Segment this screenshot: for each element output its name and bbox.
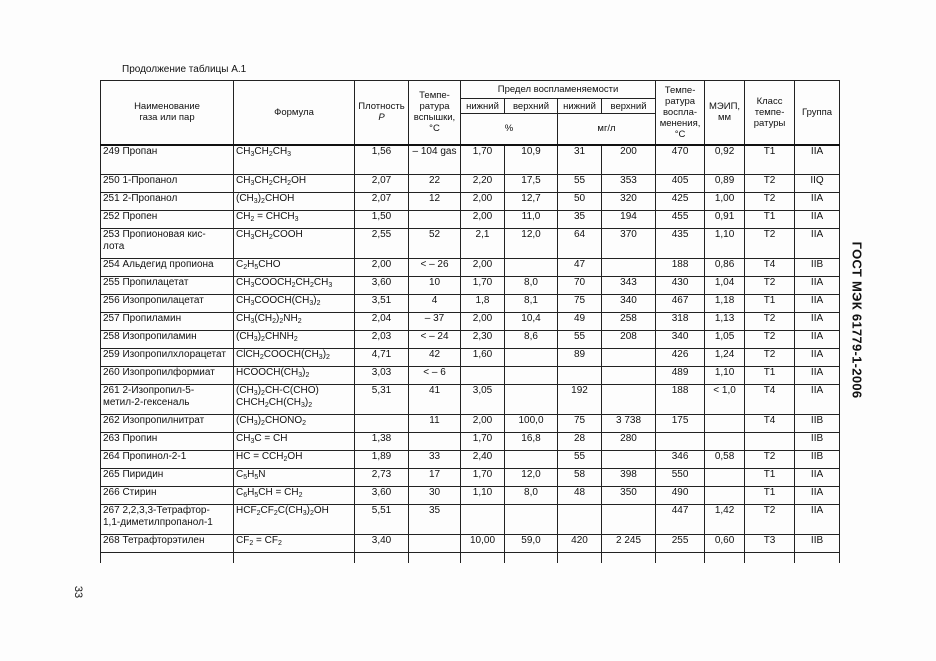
- cell-name: 267 2,2,3,3-Тетрафтор- 1,1-диметилпропанол-1: [101, 505, 234, 535]
- cell-upper-pct: [505, 349, 558, 367]
- cell-temp-class: T4: [745, 259, 795, 277]
- cell-lower-mgl: 89: [558, 349, 602, 367]
- cell-temp-class: T1: [745, 469, 795, 487]
- cell-group: IIA: [795, 295, 840, 313]
- cell-upper-pct: [505, 367, 558, 385]
- cell-ignition-temp: 425: [656, 193, 705, 211]
- cell-temp-class: T4: [745, 415, 795, 433]
- cell-upper-pct: [505, 385, 558, 415]
- table-row: [101, 535, 840, 553]
- table-row: [101, 415, 840, 433]
- cell-upper-mgl: [602, 367, 656, 385]
- cell-group: IIA: [795, 313, 840, 331]
- cell-name: 265 Пиридин: [101, 469, 234, 487]
- cell-formula: $C_2H_5CHO$: [234, 259, 355, 277]
- cell-upper-mgl: 2 245: [602, 535, 656, 553]
- cell-upper-pct: [505, 451, 558, 469]
- standard-title: ГОСТ МЭК 61779-1-2006: [849, 241, 865, 399]
- cell-upper-mgl: [602, 385, 656, 415]
- cell-name: 257 Пропиламин: [101, 313, 234, 331]
- cell-lower-mgl: 55: [558, 451, 602, 469]
- cell-lower-pct: 1,10: [461, 487, 505, 505]
- cell-upper-pct: 12,0: [505, 469, 558, 487]
- header-lower-pct: нижний: [461, 99, 505, 114]
- cell-ignition-temp: 426: [656, 349, 705, 367]
- table-caption: Продолжение таблицы А.1: [122, 64, 247, 75]
- table-row: [101, 211, 840, 229]
- cell-name: 252 Пропен: [101, 211, 234, 229]
- cell-name: 254 Альдегид пропиона: [101, 259, 234, 277]
- cell-name: 259 Изопропилхлорацетат: [101, 349, 234, 367]
- cell-mesg: 1,13: [705, 313, 745, 331]
- table-row: [101, 193, 840, 211]
- cell-flash-point: 42: [409, 349, 461, 367]
- gas-properties-table: [100, 80, 840, 563]
- cell-formula: $CH_3CH_2COOH$: [234, 229, 355, 259]
- table-row: [101, 385, 840, 415]
- cell-upper-mgl: 350: [602, 487, 656, 505]
- cell-name: 258 Изопропиламин: [101, 331, 234, 349]
- table-body: [101, 145, 840, 563]
- cell-formula: $CH_3C$ = CH: [234, 433, 355, 451]
- cell-mesg: [705, 487, 745, 505]
- cell-mesg: [705, 415, 745, 433]
- cell-flash-point: 33: [409, 451, 461, 469]
- cell-lower-mgl: 75: [558, 295, 602, 313]
- header-unit-mgl: мг/л: [558, 114, 656, 145]
- cell-ignition-temp: 405: [656, 175, 705, 193]
- cell-temp-class: T1: [745, 211, 795, 229]
- cell-density: 2,73: [355, 469, 409, 487]
- cell-formula: $ClCH_2COOCH(CH_3)_2$: [234, 349, 355, 367]
- cell-lower-mgl: 47: [558, 259, 602, 277]
- cell-upper-mgl: 398: [602, 469, 656, 487]
- cell-name: 261 2-Изопропил-5- метил-2-гексеналь: [101, 385, 234, 415]
- cell-density: 2,00: [355, 259, 409, 277]
- cell-ignition-temp: 489: [656, 367, 705, 385]
- cell-upper-mgl: 194: [602, 211, 656, 229]
- empty-cell: [705, 553, 745, 563]
- cell-upper-pct: 8,6: [505, 331, 558, 349]
- cell-mesg: [705, 433, 745, 451]
- table-row: [101, 487, 840, 505]
- cell-ignition-temp: 188: [656, 259, 705, 277]
- cell-upper-pct: [505, 505, 558, 535]
- table-row-empty: [101, 553, 840, 563]
- cell-mesg: 1,10: [705, 229, 745, 259]
- cell-ignition-temp: 435: [656, 229, 705, 259]
- cell-temp-class: T2: [745, 505, 795, 535]
- table-row: [101, 433, 840, 451]
- header-upper-mgl: верхний: [602, 99, 656, 114]
- cell-name: 262 Изопропилнитрат: [101, 415, 234, 433]
- cell-upper-pct: 8,0: [505, 487, 558, 505]
- cell-upper-mgl: 208: [602, 331, 656, 349]
- header-mesg: МЭИП, мм: [705, 81, 745, 145]
- cell-ignition-temp: 430: [656, 277, 705, 295]
- cell-formula: $C_6H_5CH = CH_2$: [234, 487, 355, 505]
- empty-cell: [505, 553, 558, 563]
- empty-cell: [101, 553, 234, 563]
- cell-upper-mgl: 353: [602, 175, 656, 193]
- header-ignition-temp: Темпе-ратура воспла-менения, °С: [656, 81, 705, 145]
- cell-lower-pct: 2,00: [461, 193, 505, 211]
- cell-lower-mgl: 49: [558, 313, 602, 331]
- table-row: [101, 331, 840, 349]
- header-upper-pct: верхний: [505, 99, 558, 114]
- cell-mesg: 0,91: [705, 211, 745, 229]
- cell-lower-mgl: 55: [558, 331, 602, 349]
- cell-ignition-temp: 467: [656, 295, 705, 313]
- cell-ignition-temp: 346: [656, 451, 705, 469]
- cell-density: 1,38: [355, 433, 409, 451]
- cell-mesg: 1,24: [705, 349, 745, 367]
- cell-group: IIA: [795, 349, 840, 367]
- cell-mesg: 1,18: [705, 295, 745, 313]
- cell-lower-pct: 2,30: [461, 331, 505, 349]
- cell-group: IIA: [795, 469, 840, 487]
- header-temp-class: Класс темпе-ратуры: [745, 81, 795, 145]
- cell-temp-class: T2: [745, 229, 795, 259]
- cell-group: IIA: [795, 277, 840, 295]
- header-unit-percent: %: [461, 114, 558, 145]
- cell-upper-pct: 17,5: [505, 175, 558, 193]
- table-row: [101, 259, 840, 277]
- header-flammability-limits: Предел воспламеняемости: [461, 81, 656, 99]
- cell-group: IIA: [795, 487, 840, 505]
- cell-upper-mgl: [602, 505, 656, 535]
- cell-upper-mgl: [602, 349, 656, 367]
- cell-upper-pct: 8,1: [505, 295, 558, 313]
- cell-lower-pct: 1,70: [461, 469, 505, 487]
- cell-temp-class: T2: [745, 349, 795, 367]
- cell-density: 5,51: [355, 505, 409, 535]
- cell-lower-pct: 2,00: [461, 415, 505, 433]
- cell-ignition-temp: 188: [656, 385, 705, 415]
- cell-temp-class: T1: [745, 487, 795, 505]
- cell-lower-mgl: 31: [558, 145, 602, 175]
- cell-ignition-temp: 455: [656, 211, 705, 229]
- cell-lower-pct: 2,00: [461, 259, 505, 277]
- cell-temp-class: [745, 433, 795, 451]
- cell-lower-mgl: 70: [558, 277, 602, 295]
- cell-lower-mgl: 35: [558, 211, 602, 229]
- cell-mesg: 1,42: [705, 505, 745, 535]
- cell-lower-mgl: 28: [558, 433, 602, 451]
- cell-lower-pct: 10,00: [461, 535, 505, 553]
- empty-cell: [602, 553, 656, 563]
- cell-density: 1,89: [355, 451, 409, 469]
- cell-density: 4,71: [355, 349, 409, 367]
- cell-upper-pct: [505, 259, 558, 277]
- cell-upper-pct: 100,0: [505, 415, 558, 433]
- cell-ignition-temp: 470: [656, 145, 705, 175]
- cell-density: 2,04: [355, 313, 409, 331]
- cell-ignition-temp: 447: [656, 505, 705, 535]
- table-row: [101, 175, 840, 193]
- cell-ignition-temp: [656, 433, 705, 451]
- cell-ignition-temp: 318: [656, 313, 705, 331]
- cell-ignition-temp: 255: [656, 535, 705, 553]
- cell-formula: $HCF_2CF_2C(CH_3)_2OH$: [234, 505, 355, 535]
- cell-upper-pct: 12,7: [505, 193, 558, 211]
- cell-temp-class: T2: [745, 313, 795, 331]
- cell-upper-pct: 11,0: [505, 211, 558, 229]
- cell-density: 2,07: [355, 193, 409, 211]
- table-row: [101, 277, 840, 295]
- header-group: Группа: [795, 81, 840, 145]
- empty-cell: [656, 553, 705, 563]
- cell-group: IIB: [795, 451, 840, 469]
- table-row: [101, 313, 840, 331]
- cell-upper-mgl: 258: [602, 313, 656, 331]
- table-row: [101, 229, 840, 259]
- cell-group: IIA: [795, 211, 840, 229]
- cell-lower-mgl: [558, 367, 602, 385]
- cell-formula: $HCOOCH(CH_3)_2$: [234, 367, 355, 385]
- cell-group: IIA: [795, 367, 840, 385]
- cell-upper-pct: 10,9: [505, 145, 558, 175]
- cell-temp-class: T2: [745, 277, 795, 295]
- cell-mesg: 0,92: [705, 145, 745, 175]
- cell-formula: $(CH_3)_2CH-C(CHO)$ $CHCH_2CH(CH_3)_2$: [234, 385, 355, 415]
- cell-upper-pct: 8,0: [505, 277, 558, 295]
- cell-flash-point: [409, 433, 461, 451]
- cell-lower-pct: 1,60: [461, 349, 505, 367]
- cell-lower-mgl: 192: [558, 385, 602, 415]
- cell-formula: $C_5H_5N$: [234, 469, 355, 487]
- cell-name: 264 Пропинол-2-1: [101, 451, 234, 469]
- cell-name: 268 Тетрафторэтилен: [101, 535, 234, 553]
- cell-density: 1,50: [355, 211, 409, 229]
- cell-lower-pct: 2,1: [461, 229, 505, 259]
- table-row: [101, 367, 840, 385]
- empty-cell: [795, 553, 840, 563]
- cell-flash-point: – 104 gas: [409, 145, 461, 175]
- cell-flash-point: 22: [409, 175, 461, 193]
- cell-lower-pct: 2,20: [461, 175, 505, 193]
- cell-upper-mgl: 280: [602, 433, 656, 451]
- cell-formula: $CH_2$ = $CHCH_3$: [234, 211, 355, 229]
- cell-formula: $CF_2 = CF_2$: [234, 535, 355, 553]
- cell-lower-pct: 2,00: [461, 211, 505, 229]
- cell-group: IIA: [795, 229, 840, 259]
- table-row: [101, 505, 840, 535]
- cell-lower-pct: [461, 505, 505, 535]
- cell-lower-pct: 1,70: [461, 433, 505, 451]
- cell-lower-mgl: 64: [558, 229, 602, 259]
- cell-mesg: 1,05: [705, 331, 745, 349]
- header-formula: Формула: [234, 81, 355, 145]
- cell-name: 263 Пропин: [101, 433, 234, 451]
- cell-lower-mgl: 48: [558, 487, 602, 505]
- cell-group: IIB: [795, 433, 840, 451]
- cell-ignition-temp: 175: [656, 415, 705, 433]
- cell-group: IIA: [795, 331, 840, 349]
- cell-mesg: 1,10: [705, 367, 745, 385]
- cell-flash-point: 10: [409, 277, 461, 295]
- cell-upper-mgl: 370: [602, 229, 656, 259]
- empty-cell: [558, 553, 602, 563]
- cell-flash-point: 52: [409, 229, 461, 259]
- cell-lower-pct: [461, 367, 505, 385]
- cell-density: 1,56: [355, 145, 409, 175]
- cell-density: 3,03: [355, 367, 409, 385]
- cell-ignition-temp: 340: [656, 331, 705, 349]
- cell-upper-mgl: 3 738: [602, 415, 656, 433]
- cell-density: 2,07: [355, 175, 409, 193]
- cell-flash-point: 12: [409, 193, 461, 211]
- empty-cell: [461, 553, 505, 563]
- cell-name: 255 Пропилацетат: [101, 277, 234, 295]
- cell-flash-point: – 37: [409, 313, 461, 331]
- cell-formula: $CH_3COOCH(CH_3)_2$: [234, 295, 355, 313]
- cell-upper-mgl: [602, 451, 656, 469]
- cell-flash-point: 41: [409, 385, 461, 415]
- cell-formula: $CH_3CH_2CH_2OH$: [234, 175, 355, 193]
- cell-name: 266 Стирин: [101, 487, 234, 505]
- cell-flash-point: < – 26: [409, 259, 461, 277]
- header-flash-point: Темпе-ратура вспышки, °С: [409, 81, 461, 145]
- cell-density: 2,55: [355, 229, 409, 259]
- cell-mesg: 0,89: [705, 175, 745, 193]
- cell-temp-class: T1: [745, 145, 795, 175]
- cell-temp-class: T3: [745, 535, 795, 553]
- cell-name: 250 1-Пропанол: [101, 175, 234, 193]
- empty-cell: [355, 553, 409, 563]
- cell-mesg: 1,04: [705, 277, 745, 295]
- density-symbol: P: [378, 112, 385, 124]
- cell-lower-mgl: 50: [558, 193, 602, 211]
- cell-upper-mgl: 200: [602, 145, 656, 175]
- table-row: [101, 145, 840, 175]
- table-row: [101, 451, 840, 469]
- cell-temp-class: T2: [745, 331, 795, 349]
- cell-upper-mgl: 343: [602, 277, 656, 295]
- cell-formula: HC = $CCH_2OH$: [234, 451, 355, 469]
- cell-temp-class: T4: [745, 385, 795, 415]
- cell-temp-class: T2: [745, 451, 795, 469]
- cell-group: IIQ: [795, 175, 840, 193]
- cell-formula: $CH_3(CH_2)_2NH_2$: [234, 313, 355, 331]
- cell-group: IIB: [795, 415, 840, 433]
- cell-flash-point: [409, 535, 461, 553]
- cell-lower-pct: 2,00: [461, 313, 505, 331]
- cell-upper-mgl: 320: [602, 193, 656, 211]
- cell-group: IIA: [795, 385, 840, 415]
- cell-formula: $CH_3COOCH_2CH_2CH_3$: [234, 277, 355, 295]
- cell-density: 3,60: [355, 487, 409, 505]
- cell-name: 253 Пропионовая кис- лота: [101, 229, 234, 259]
- cell-lower-mgl: 55: [558, 175, 602, 193]
- header-lower-mgl: нижний: [558, 99, 602, 114]
- cell-upper-pct: 12,0: [505, 229, 558, 259]
- table-row: [101, 349, 840, 367]
- cell-group: IIA: [795, 505, 840, 535]
- cell-flash-point: < – 6: [409, 367, 461, 385]
- cell-flash-point: 4: [409, 295, 461, 313]
- cell-lower-pct: 3,05: [461, 385, 505, 415]
- cell-name: 251 2-Пропанол: [101, 193, 234, 211]
- cell-flash-point: 11: [409, 415, 461, 433]
- cell-mesg: 0,86: [705, 259, 745, 277]
- cell-lower-pct: 2,40: [461, 451, 505, 469]
- cell-group: IIB: [795, 259, 840, 277]
- cell-mesg: 1,00: [705, 193, 745, 211]
- table-row: [101, 295, 840, 313]
- cell-density: 2,03: [355, 331, 409, 349]
- cell-temp-class: T1: [745, 295, 795, 313]
- header-name: Наименование газа или пар: [101, 81, 234, 145]
- header-density: Плотность P: [355, 81, 409, 145]
- cell-lower-mgl: 420: [558, 535, 602, 553]
- cell-lower-mgl: 75: [558, 415, 602, 433]
- empty-cell: [745, 553, 795, 563]
- cell-name: 260 Изопропилформиат: [101, 367, 234, 385]
- cell-name: 256 Изопропилацетат: [101, 295, 234, 313]
- cell-mesg: < 1,0: [705, 385, 745, 415]
- cell-temp-class: T1: [745, 367, 795, 385]
- cell-temp-class: T2: [745, 175, 795, 193]
- cell-formula: $CH_3CH_2CH_3$: [234, 145, 355, 175]
- cell-ignition-temp: 490: [656, 487, 705, 505]
- cell-flash-point: [409, 211, 461, 229]
- cell-lower-pct: 1,70: [461, 277, 505, 295]
- cell-group: IIA: [795, 193, 840, 211]
- cell-group: IIA: [795, 145, 840, 175]
- cell-name: 249 Пропан: [101, 145, 234, 175]
- empty-cell: [234, 553, 355, 563]
- cell-mesg: 0,58: [705, 451, 745, 469]
- cell-flash-point: < – 24: [409, 331, 461, 349]
- cell-ignition-temp: 550: [656, 469, 705, 487]
- cell-temp-class: T2: [745, 193, 795, 211]
- cell-density: 3,40: [355, 535, 409, 553]
- cell-density: 5,31: [355, 385, 409, 415]
- cell-density: [355, 415, 409, 433]
- cell-upper-pct: 10,4: [505, 313, 558, 331]
- cell-lower-mgl: [558, 505, 602, 535]
- empty-cell: [409, 553, 461, 563]
- cell-flash-point: 30: [409, 487, 461, 505]
- cell-group: IIB: [795, 535, 840, 553]
- cell-formula: $(CH_3)_2CHONO_2$: [234, 415, 355, 433]
- cell-flash-point: 17: [409, 469, 461, 487]
- cell-lower-pct: 1,8: [461, 295, 505, 313]
- cell-flash-point: 35: [409, 505, 461, 535]
- cell-upper-mgl: [602, 259, 656, 277]
- cell-upper-pct: 16,8: [505, 433, 558, 451]
- cell-formula: $(CH_3)_2CHNH_2$: [234, 331, 355, 349]
- cell-density: 3,51: [355, 295, 409, 313]
- cell-mesg: [705, 469, 745, 487]
- cell-lower-pct: 1,70: [461, 145, 505, 175]
- cell-upper-pct: 59,0: [505, 535, 558, 553]
- cell-upper-mgl: 340: [602, 295, 656, 313]
- cell-mesg: 0,60: [705, 535, 745, 553]
- cell-density: 3,60: [355, 277, 409, 295]
- cell-formula: $(CH_3)_2CHOH$: [234, 193, 355, 211]
- cell-lower-mgl: 58: [558, 469, 602, 487]
- page-number: 33: [72, 585, 85, 599]
- table-row: [101, 469, 840, 487]
